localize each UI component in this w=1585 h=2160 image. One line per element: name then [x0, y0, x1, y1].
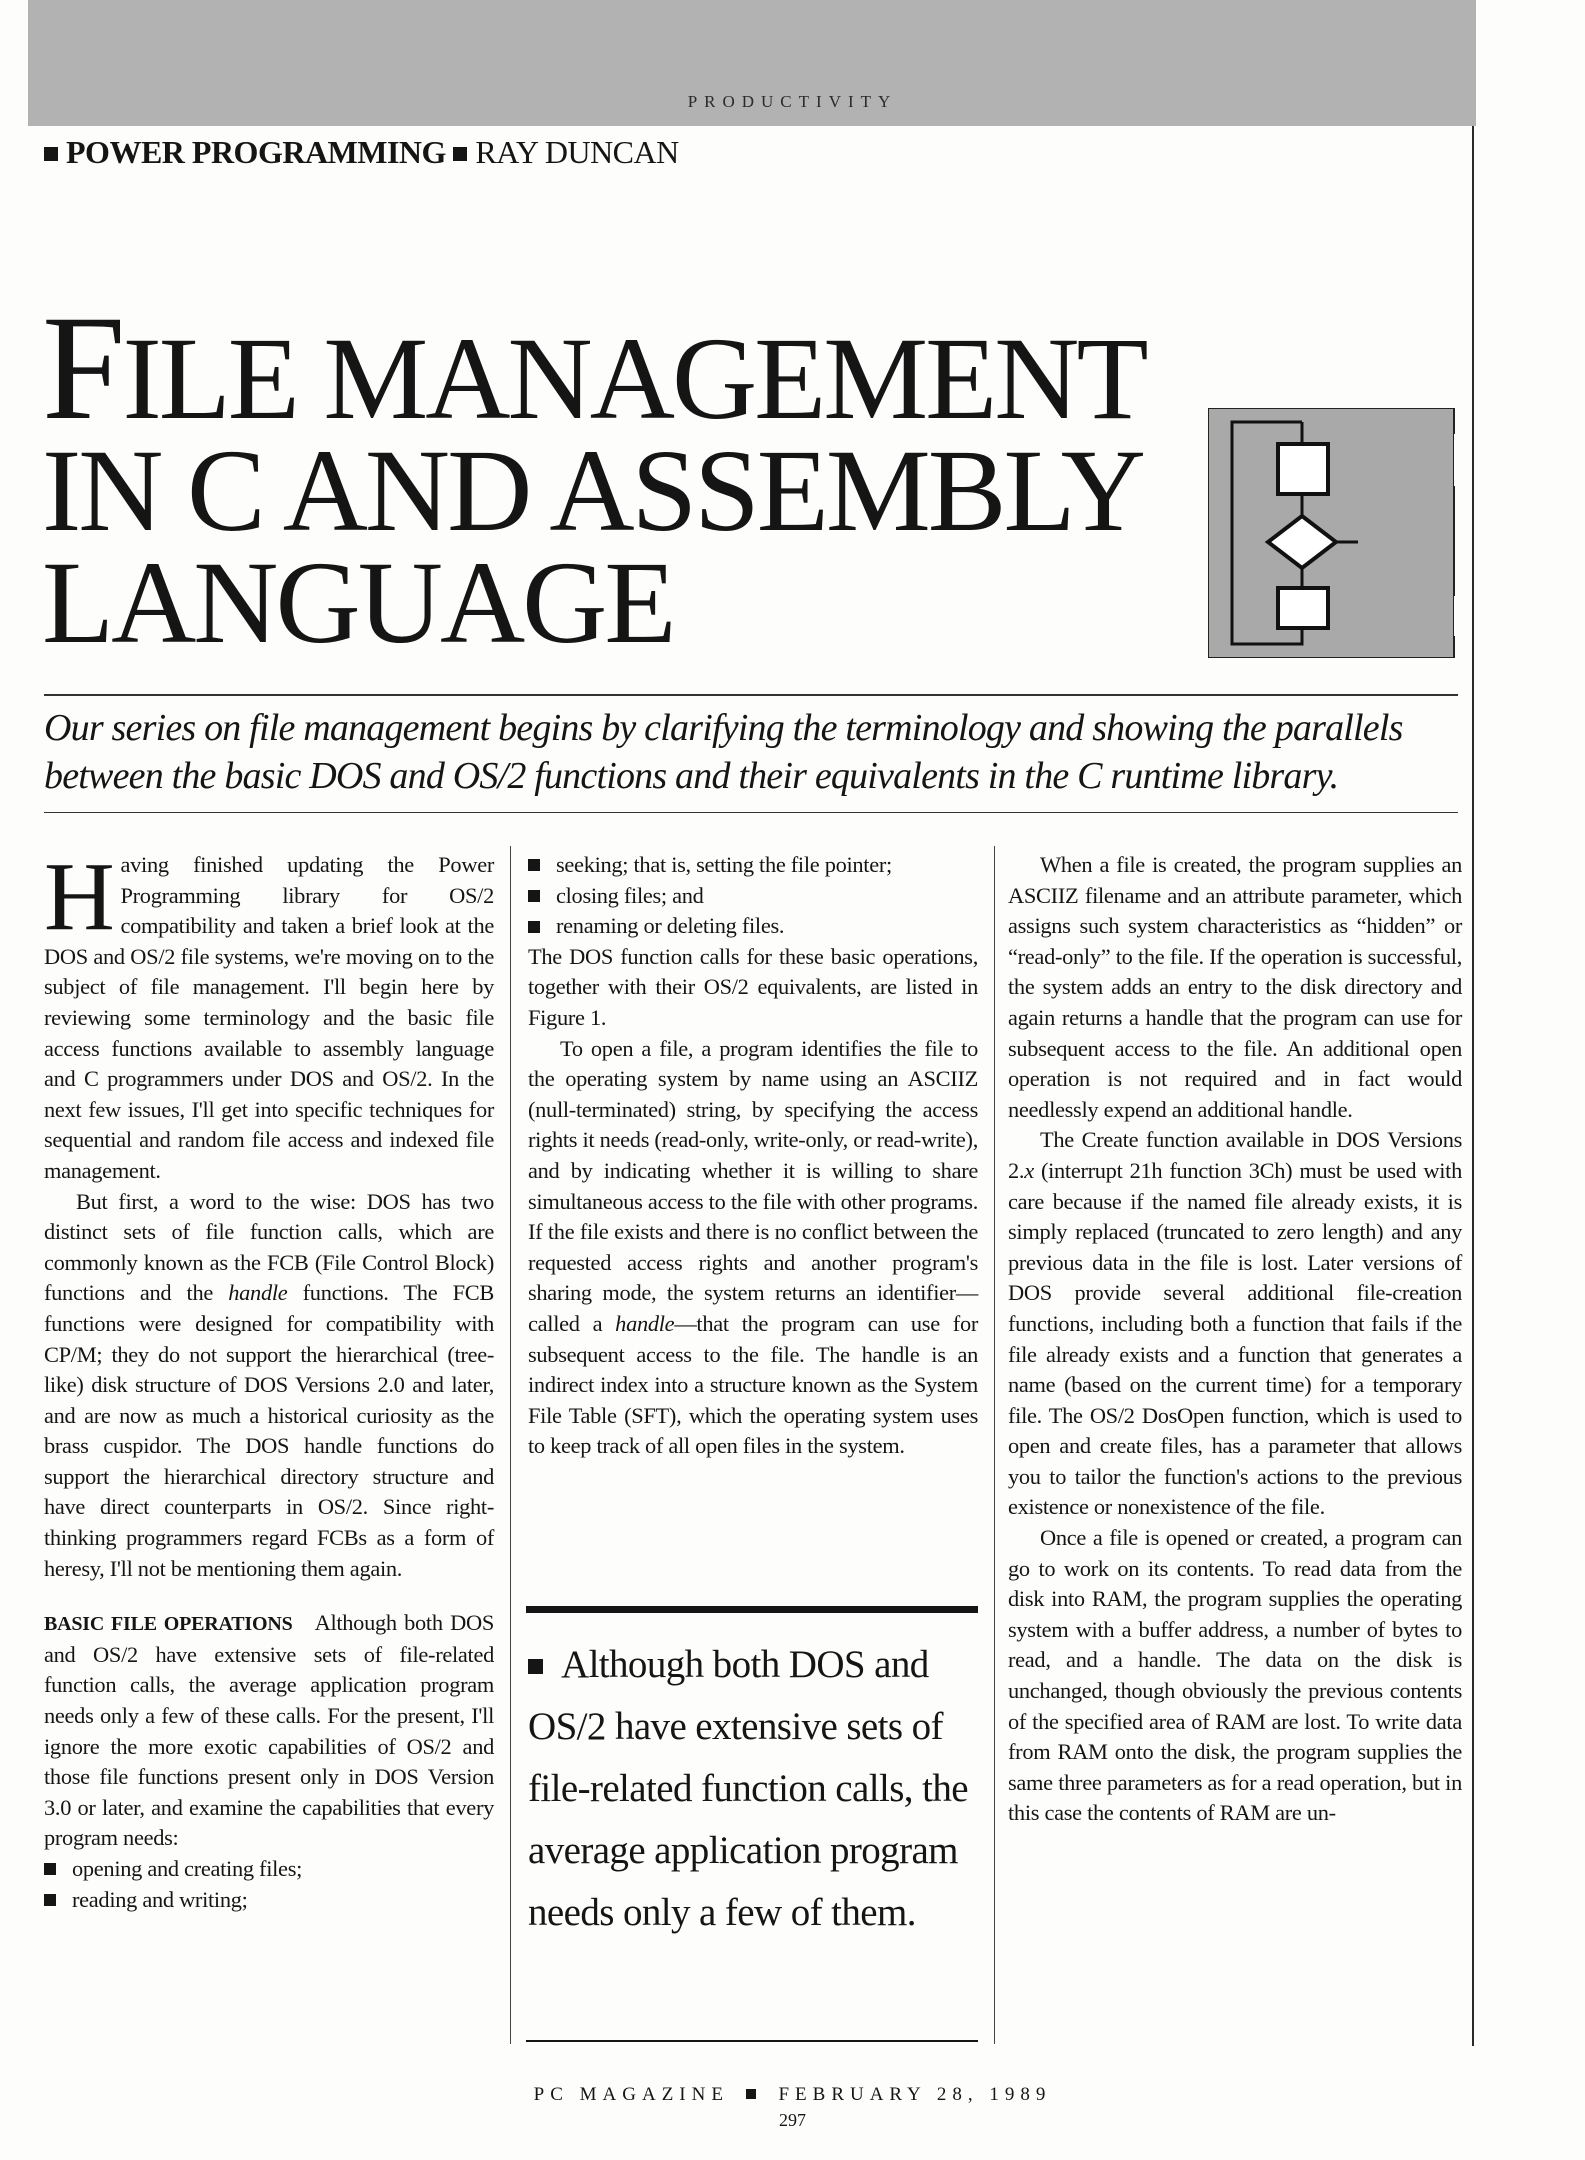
list-item: reading and writing; — [44, 1885, 494, 1916]
column-divider — [510, 846, 511, 2044]
list-item: seeking; that is, setting the file pointer; — [528, 850, 978, 881]
bullet-list — [44, 1854, 494, 1915]
list-item: closing files; and — [528, 881, 978, 912]
square-bullet-icon — [746, 2089, 756, 2099]
column-1 — [44, 843, 494, 1915]
article-headline — [42, 285, 1146, 668]
pull-quote-top-rule — [526, 1606, 978, 1613]
section-label: PRODUCTIVITY — [687, 92, 898, 111]
magazine-name: PC MAGAZINE — [533, 2084, 729, 2105]
column-3-paragraph: The Create function available in DOS Versions 2.x (interrupt 21h function 3Ch) must be used with care because if the named file already exists, it is simply replaced (truncated to zero length) and any previous data in the file is lost. Later versions of DOS provide several additional file-creation functions, including both a function that fails if the file already exists and a function that generates a name (based on the current time) for a temporary file. The OS/2 DosOpen function, which is used to open and create files, has a parameter that allows you to tailor the function's actions to the previous existence or nonexistence of the file. — [1008, 1127, 1462, 1520]
column-1-paragraph: But first, a word to the wise: DOS has two distinct sets of file function calls, which are commonly known as the FCB (File Control Block) functions and the handle functions. The FCB functions were designed for compatibility with CP/M; they do not support the hierarchical (tree-like) disk structure of DOS Versions 2.0 and later, and are now as much a historical curiosity as the brass cuspidor. The DOS handle functions do support the hierarchical directory structure and have direct counterparts in OS/2. Since right-thinking programmers regard FCBs as a form of heresy, I'll not be mentioning them again. — [44, 1188, 494, 1581]
headline-initial: F — [42, 285, 123, 451]
pull-quote-bottom-rule — [526, 2040, 978, 2042]
headline-line2: IN C AND ASSEMBLY — [42, 425, 1143, 556]
square-bullet-icon — [528, 1659, 543, 1674]
headline-line1: ILE MANAGEMENT — [122, 313, 1146, 444]
column-3-paragraph: Once a file is opened or created, a program can go to work on its contents. To read data from the disk into RAM, the program supplies the operating system with a buffer address, a number of bytes to read, and a handle. The data on the disk is unchanged, though obviously the previous contents of the specified area of RAM are lost. To write data from RAM onto the disk, the program supplies the same three parameters as for a read operation, but in this case the contents of RAM are un- — [1008, 1525, 1462, 1826]
list-item: opening and creating files; — [44, 1854, 494, 1885]
page-number: 297 — [779, 2110, 806, 2130]
column-1-intro: Having finished updating the Power Programming library for OS/2 compatibility and taken a brief look at the DOS and OS/2 file systems, we're moving on to the subject of file management. I'll begin here by reviewing some terminology and the basic file access functions available to assembly language and C programmers under DOS and OS/2. In the next few issues, I'll get into specific techniques for sequential and random file access and indexed file management. — [44, 843, 494, 1183]
deck-top-rule — [44, 694, 1458, 696]
deck-bottom-rule — [44, 812, 1458, 813]
column-2-paragraph: To open a file, a program identifies the file to the operating system by name using an ASCIIZ (null-terminated) string, by specifying the access rights it needs (read-only, write-only, or read-write), and by indicating whether it is willing to share simultaneous access to the file with other programs. If the file exists and there is no conflict between the requested access rights and another program's sharing mode, the system returns an identifier—called a handle—that the program can use for subsequent access to the file. The handle is an indirect index into a structure known as the System File Table (SFT), which the operating system uses to keep track of all open files in the system. — [528, 1035, 979, 1459]
flowchart-icon — [1208, 408, 1462, 658]
column-3-paragraph: When a file is created, the program supplies an ASCIIZ filename and an attribute parameter, which assigns such system characteristics as “hidden” or “read-only” to the file. If the operation is successful, the system adds an entry to the disk directory and again returns a handle that the program can use for subsequent access to the file. An additional open operation is not required and in fact would needlessly expend an additional handle. — [1008, 852, 1462, 1122]
column-name: POWER PROGRAMMING — [66, 134, 446, 170]
column-2 — [528, 850, 978, 1462]
column-3 — [1008, 850, 1462, 1829]
page-right-rule — [1472, 126, 1474, 2046]
drop-cap: H — [44, 843, 115, 951]
article-deck: Our series on file management begins by clarifying the terminology and showing the parallels between the basic DOS and OS/2 functions and their equivalents in the C runtime library. — [44, 707, 1403, 797]
author-name: RAY DUNCAN — [475, 134, 679, 170]
square-bullet-icon — [44, 147, 58, 161]
byline — [44, 134, 679, 171]
pull-quote: Although both DOS and OS/2 have extensive sets of file-related function calls, the average application program needs only a few of them. — [528, 1643, 968, 1934]
headline-line3: LANGUAGE — [42, 537, 674, 668]
page-footer — [0, 2084, 1585, 2106]
column-2-paragraph: The DOS function calls for these basic operations, together with their OS/2 equivalents, are listed in Figure 1. — [528, 943, 978, 1030]
column-1-paragraph: BASIC FILE OPERATIONS Although both DOS and OS/2 have extensive sets of file-related function calls, the average application program needs only a few of these calls. For the present, I'll ignore the more exotic capabilities of OS/2 and those file functions present only in DOS Version 3.0 or later, and examine the capabilities that every program needs: — [44, 1610, 494, 1851]
issue-date: FEBRUARY 28, 1989 — [778, 2084, 1052, 2105]
square-bullet-icon — [453, 147, 467, 161]
bullet-list — [528, 850, 978, 942]
column-divider — [994, 846, 995, 2044]
subhead-basic-file-operations: BASIC FILE OPERATIONS — [44, 1613, 293, 1636]
list-item: renaming or deleting files. — [528, 911, 978, 942]
